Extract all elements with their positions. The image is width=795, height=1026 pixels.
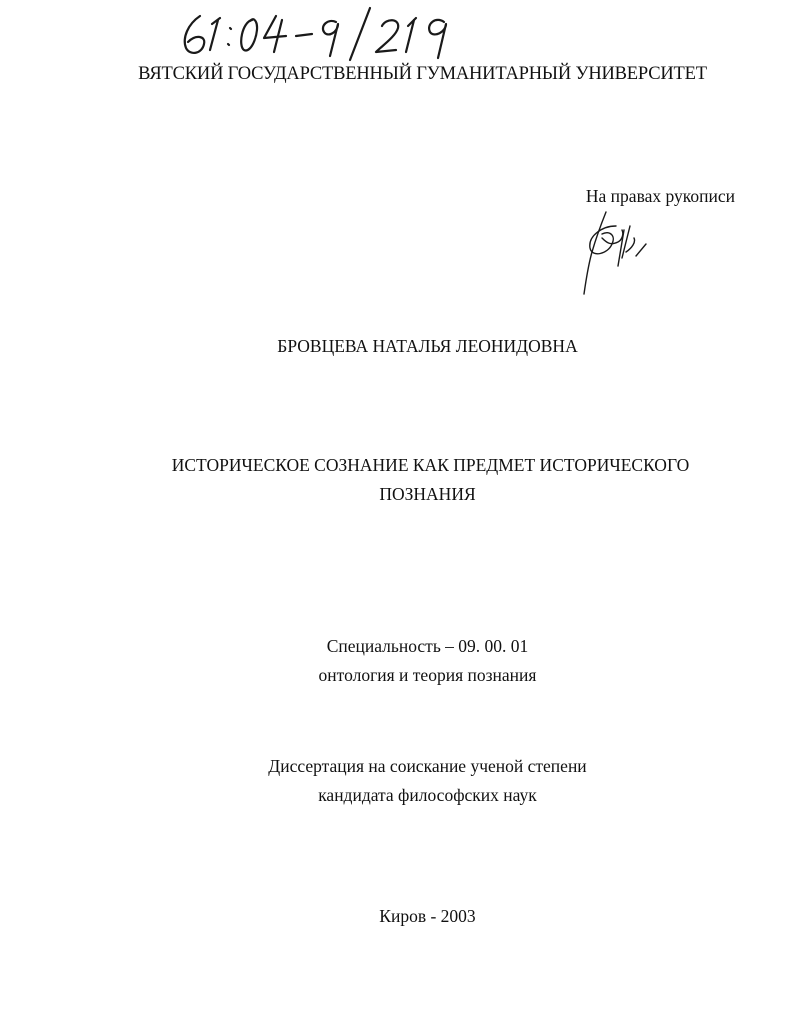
signature xyxy=(572,208,652,298)
dissertation-title-line-2: ПОЗНАНИЯ xyxy=(379,484,476,504)
specialty-code: Специальность – 09. 00. 01 xyxy=(326,636,529,656)
city-year: Киров - 2003 xyxy=(379,906,476,926)
university-name: ВЯТСКИЙ ГОСУДАРСТВЕННЫЙ ГУМАНИТАРНЫЙ УНИВЕРСИТЕТ xyxy=(138,64,707,84)
degree-statement-line-1: Диссертация на соискание ученой степени xyxy=(268,756,587,776)
handwritten-archive-code xyxy=(178,6,478,62)
manuscript-rights-label: На правах рукописи xyxy=(585,186,735,206)
author-name: БРОВЦЕВА НАТАЛЬЯ ЛЕОНИДОВНА xyxy=(277,336,578,356)
dissertation-title-line-1: ИСТОРИЧЕСКОЕ СОЗНАНИЕ КАК ПРЕДМЕТ ИСТОРИЧЕСКОГО xyxy=(171,455,690,475)
specialty-name: онтология и теория познания xyxy=(318,665,537,685)
degree-statement-line-2: кандидата философских наук xyxy=(318,785,537,805)
